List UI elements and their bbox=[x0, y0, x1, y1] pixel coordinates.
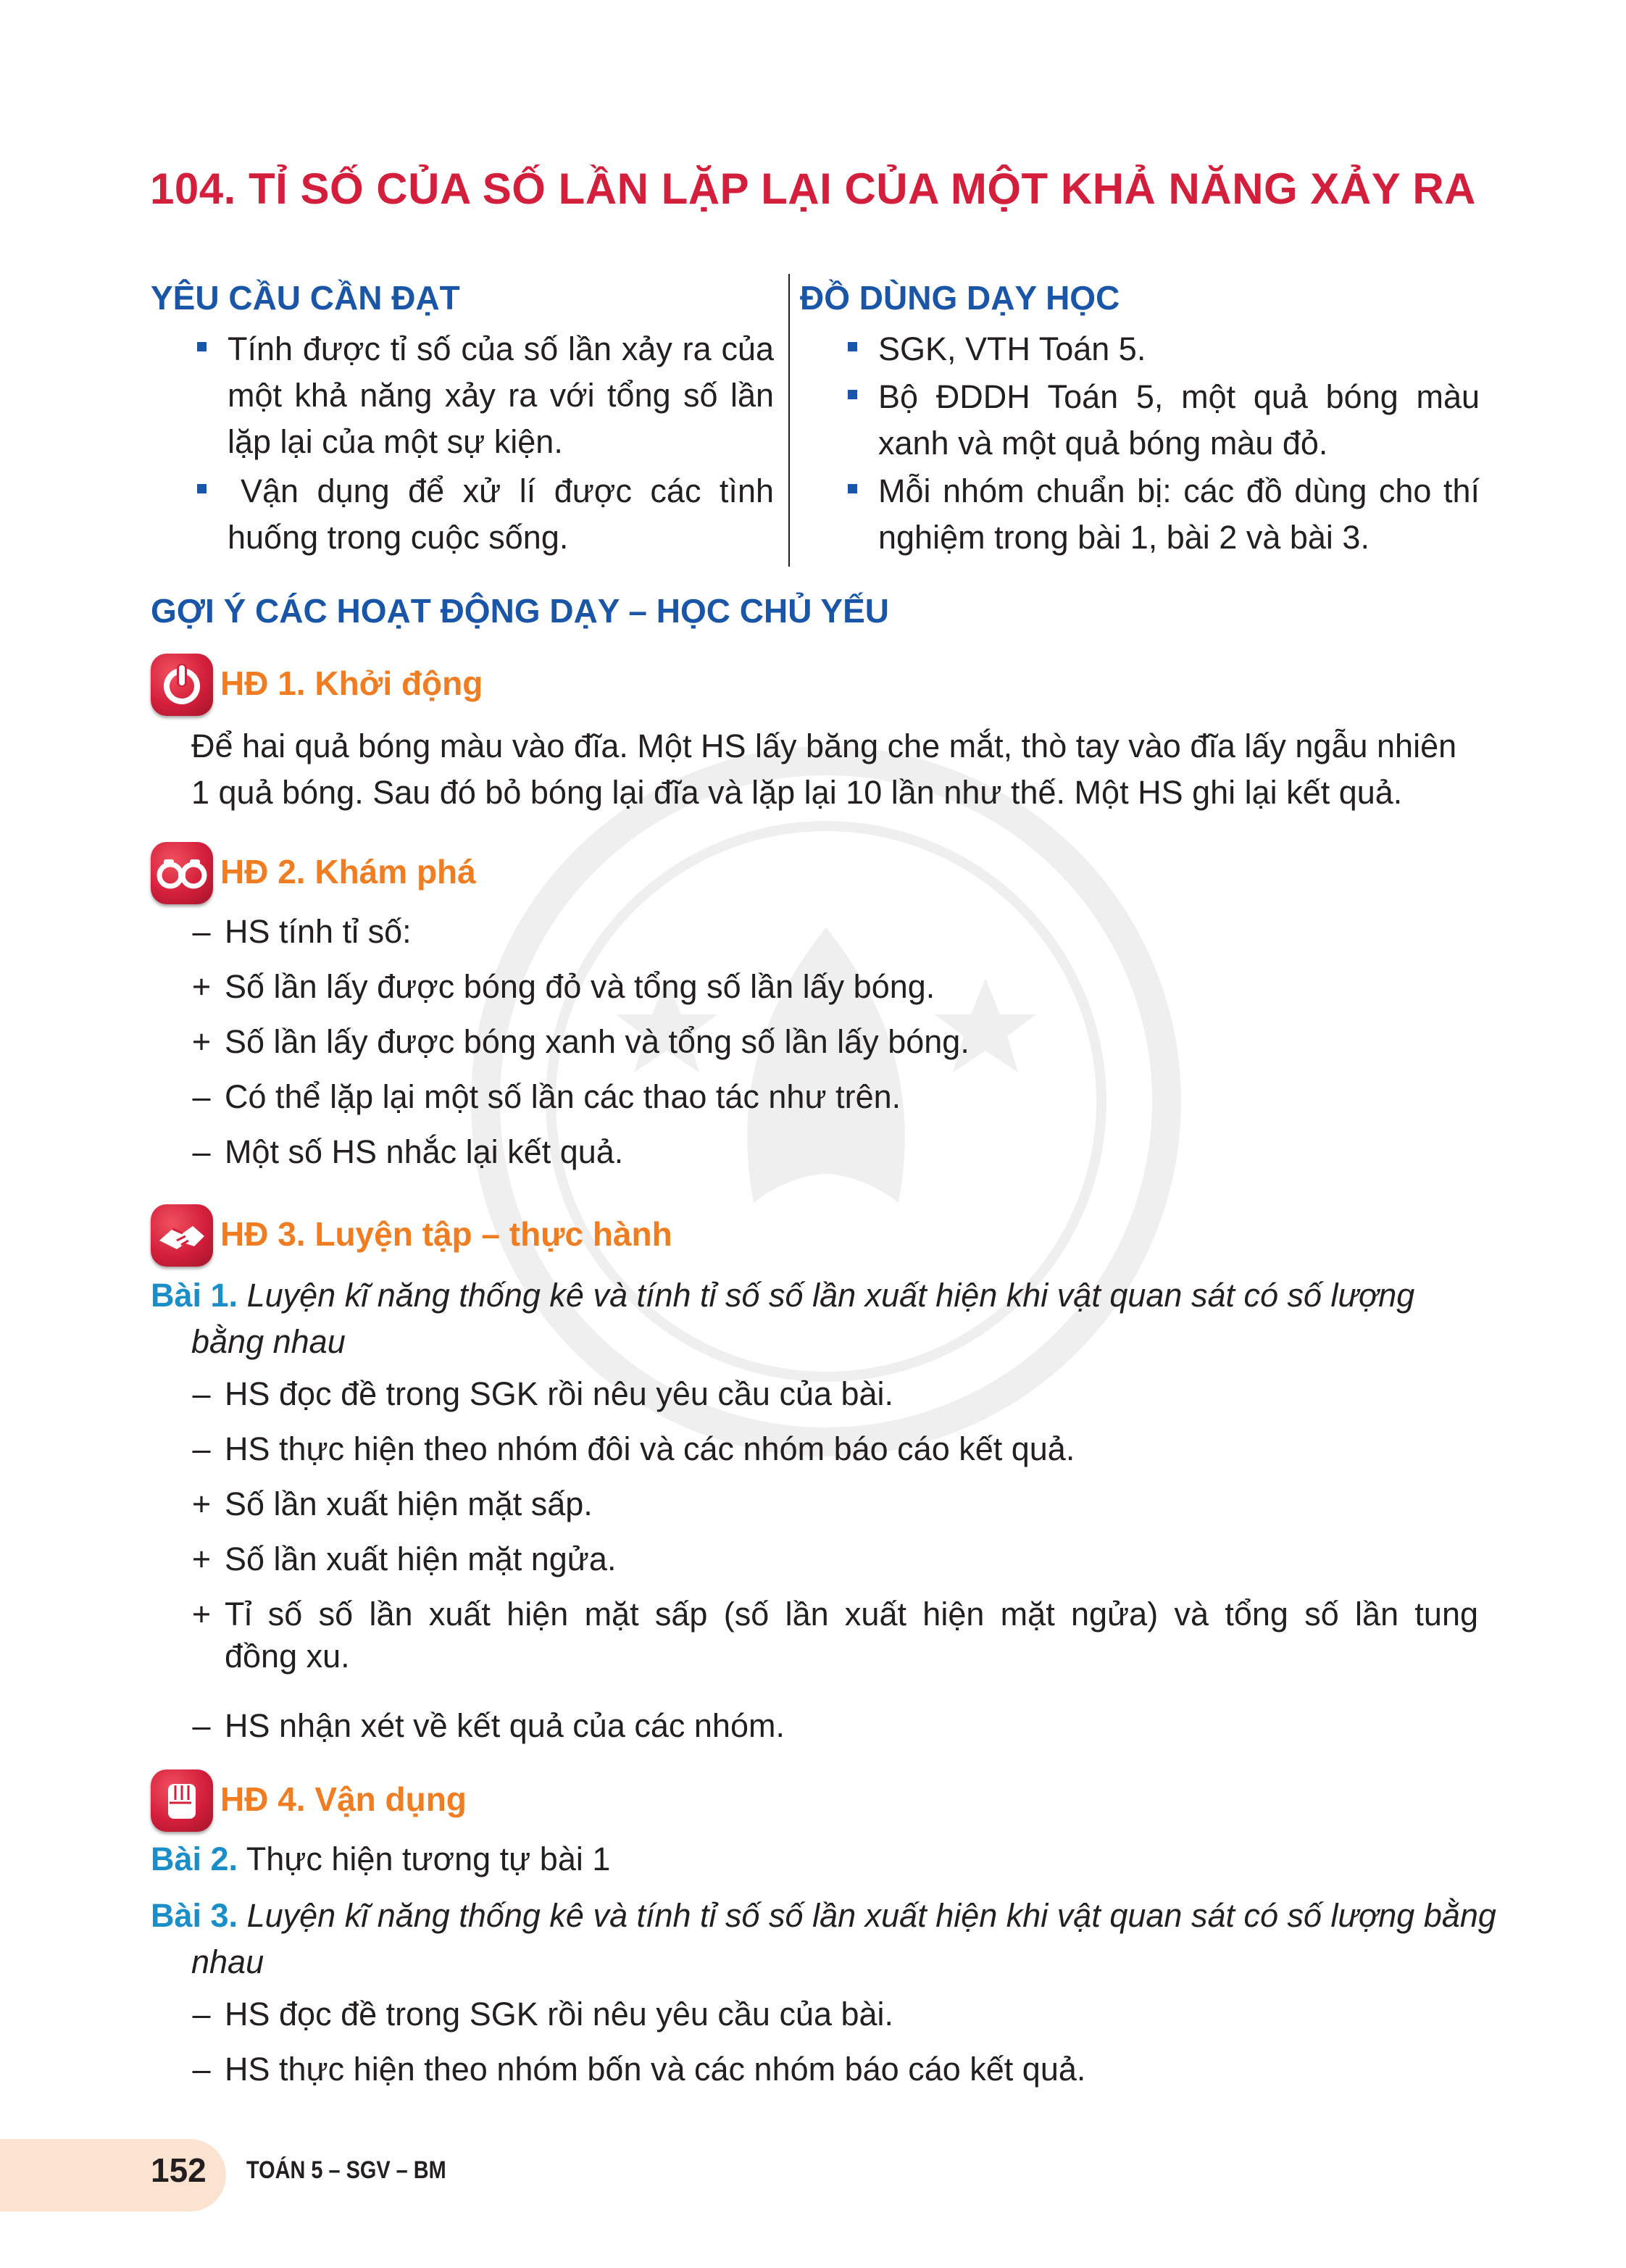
hd4-label: HĐ 4. Vận dụng bbox=[220, 1780, 467, 1818]
bullet-square-icon bbox=[197, 484, 207, 493]
material-item-3: Mỗi nhóm chuẩn bị: các đồ dùng cho thí nghiệm trong bài 1, bài 2 và bài 3. bbox=[878, 472, 1480, 556]
hd3-label: HĐ 3. Luyện tập – thực hành bbox=[220, 1215, 672, 1253]
material-item-1: SGK, VTH Toán 5. bbox=[878, 330, 1146, 367]
bullet-square-icon bbox=[848, 484, 857, 493]
handshake-icon bbox=[151, 1204, 213, 1267]
power-icon bbox=[151, 654, 213, 716]
bullet-square-icon bbox=[197, 342, 207, 351]
hd1-label: HĐ 1. Khởi động bbox=[220, 664, 483, 702]
binoculars-icon bbox=[151, 842, 213, 904]
hd1-text: Để hai quả bóng màu vào đĩa. Một HS lấy băng che mắt, thò tay vào đĩa lấy ngẫu nhiên 1 quả bóng. Sau đó bỏ bóng lại đĩa và lặp lại 10 lần như thế. Một HS ghi lại kết quả. bbox=[191, 727, 1457, 811]
bullet-square-icon bbox=[848, 390, 857, 399]
page-title: 104. TỈ SỐ CỦA SỐ LẦN LẶP LẠI CỦA MỘT KHẢ NĂNG XẢY RA bbox=[150, 164, 1476, 213]
bai3-label: Bài 3. bbox=[151, 1897, 238, 1934]
bai2-label: Bài 2. bbox=[151, 1840, 238, 1877]
requirement-item-1: Tính được tỉ số của số lần xảy ra của một khả năng xảy ra với tổng số lần lặp lại của một sự kiện. bbox=[228, 330, 774, 460]
column-divider bbox=[788, 274, 790, 567]
activities-heading: GỢI Ý CÁC HOẠT ĐỘNG DẠY – HỌC CHỦ YẾU bbox=[151, 592, 889, 630]
bai2-line: Bài 2. Thực hiện tương tự bài 1 bbox=[151, 1840, 611, 1877]
fist-icon bbox=[151, 1769, 213, 1832]
bai3-title-cont: nhau bbox=[191, 1943, 264, 1980]
bai1-label: Bài 1. bbox=[151, 1277, 238, 1314]
requirement-item-2: Vận dụng để xử lí được các tình huống trong cuộc sống. bbox=[228, 472, 774, 556]
material-item-2: Bộ ĐDDH Toán 5, một quả bóng màu xanh và một quả bóng màu đỏ. bbox=[878, 378, 1480, 462]
bai3-title: Bài 3. Luyện kĩ năng thống kê và tính tỉ số số lần xuất hiện khi vật quan sát có số lượng bằng bbox=[151, 1897, 1496, 1934]
page-number: 152 bbox=[151, 2151, 207, 2189]
hd2-label: HĐ 2. Khám phá bbox=[220, 853, 476, 891]
requirements-heading: YÊU CẦU CẦN ĐẠT bbox=[151, 279, 460, 317]
footer-book-title: TOÁN 5 – SGV – BM bbox=[246, 2156, 446, 2184]
bai1-title: Bài 1. Luyện kĩ năng thống kê và tính tỉ số số lần xuất hiện khi vật quan sát có số lượng bbox=[151, 1277, 1415, 1314]
bai1-title-cont: bằng nhau bbox=[191, 1323, 346, 1360]
bullet-square-icon bbox=[848, 342, 857, 351]
materials-heading: ĐỒ DÙNG DẠY HỌC bbox=[800, 279, 1120, 317]
